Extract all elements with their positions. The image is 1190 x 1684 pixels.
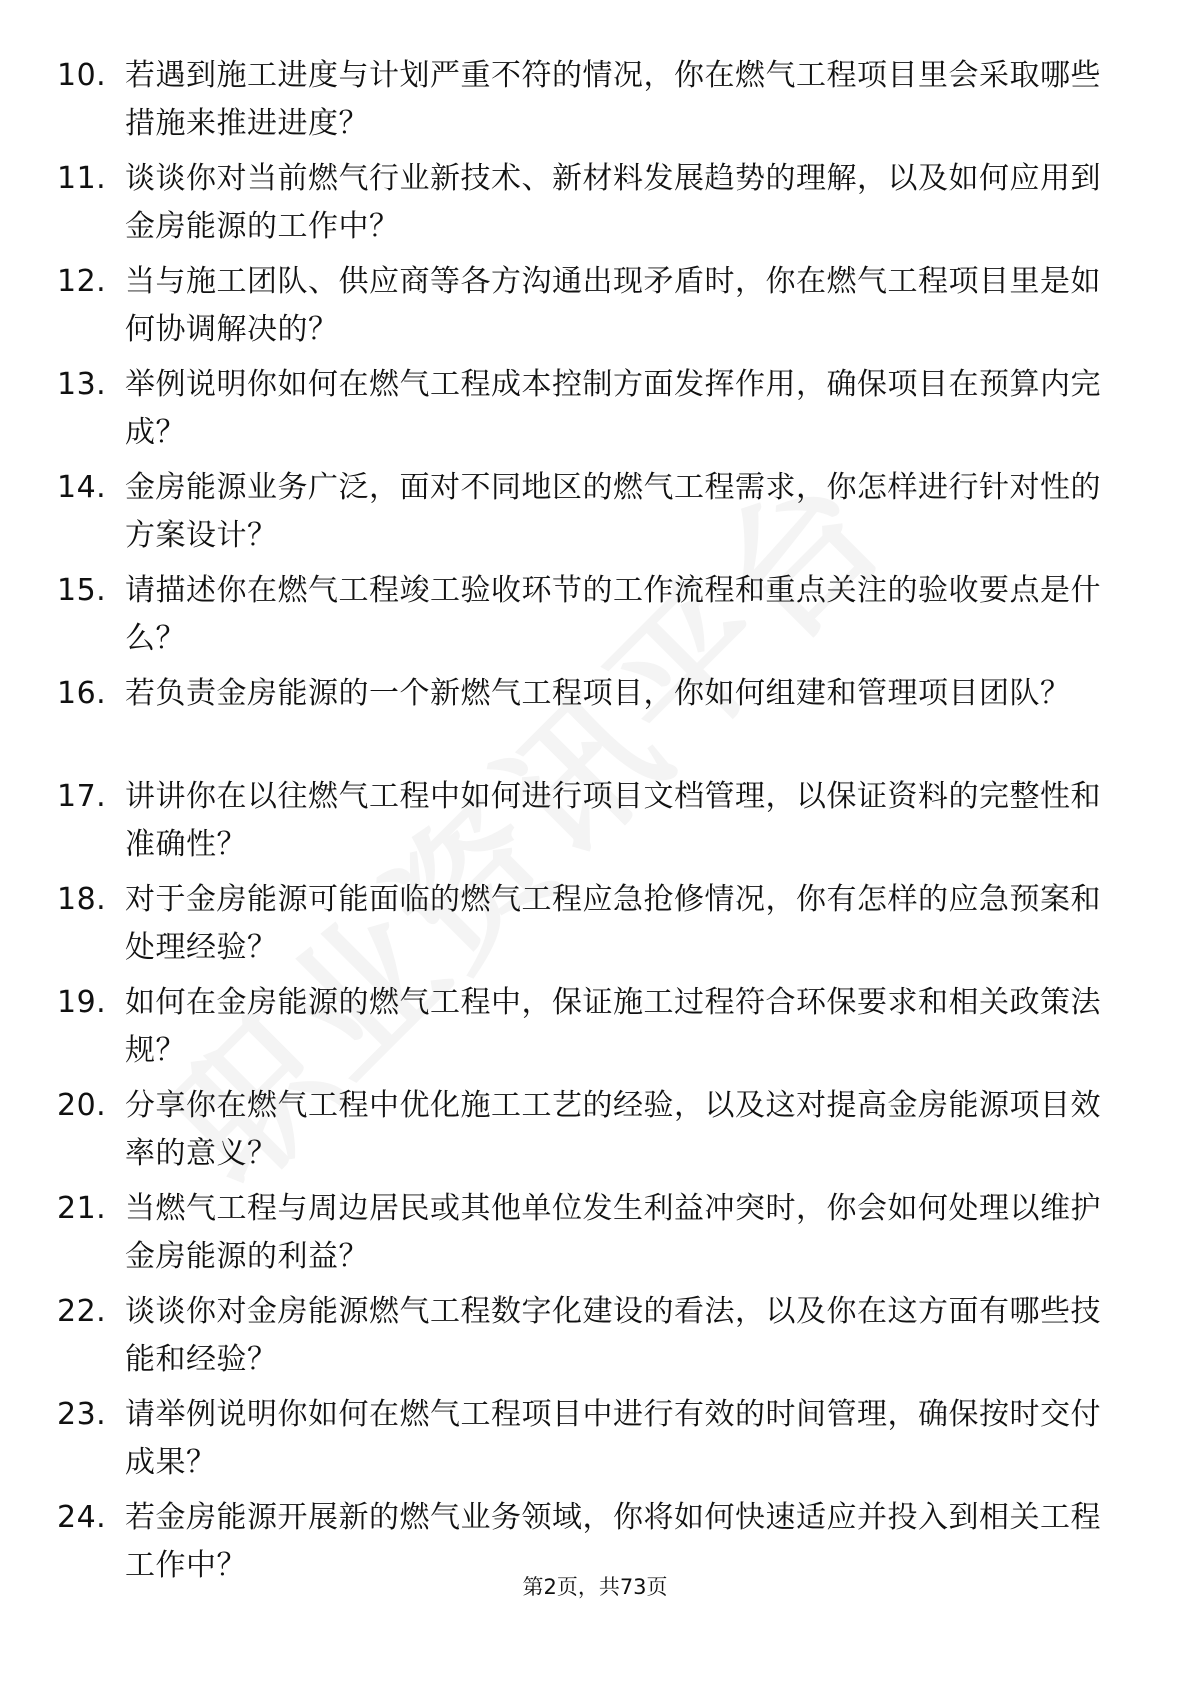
question-text: 对于金房能源可能面临的燃气工程应急抢修情况，你有怎样的应急预案和处理经验？ [125, 882, 1101, 965]
question-item [57, 1391, 1117, 1494]
question-number: 11. [57, 161, 107, 196]
question-text: 金房能源业务广泛，面对不同地区的燃气工程需求，你怎样进行针对性的方案设计？ [125, 470, 1101, 553]
question-number: 21. [57, 1191, 107, 1226]
question-text: 当与施工团队、供应商等各方沟通出现矛盾时，你在燃气工程项目里是如何协调解决的？ [125, 264, 1101, 347]
question-item [57, 258, 1117, 361]
question-number: 18. [57, 882, 107, 917]
question-list [57, 52, 1117, 1597]
question-number: 10. [57, 58, 107, 93]
question-item [57, 1185, 1117, 1288]
question-number: 23. [57, 1397, 107, 1432]
question-item [57, 1082, 1117, 1185]
question-item [57, 876, 1117, 979]
question-text: 若负责金房能源的一个新燃气工程项目，你如何组建和管理项目团队？ [125, 676, 1071, 711]
question-number: 16. [57, 676, 107, 711]
question-text: 请举例说明你如何在燃气工程项目中进行有效的时间管理，确保按时交付成果？ [125, 1397, 1101, 1480]
question-number: 22. [57, 1294, 107, 1329]
question-number: 13. [57, 367, 107, 402]
page-footer [0, 1572, 1190, 1602]
question-number: 15. [57, 573, 107, 608]
question-number: 20. [57, 1088, 107, 1123]
question-item [57, 52, 1117, 155]
page-number-label: 第2页，共73页 [522, 1575, 668, 1599]
question-number: 19. [57, 985, 107, 1020]
question-text: 如何在金房能源的燃气工程中，保证施工过程符合环保要求和相关政策法规？ [125, 985, 1101, 1068]
question-text: 谈谈你对金房能源燃气工程数字化建设的看法，以及你在这方面有哪些技能和经验？ [125, 1294, 1101, 1377]
question-item [57, 567, 1117, 670]
question-number: 24. [57, 1500, 107, 1535]
question-item [57, 361, 1117, 464]
question-number: 17. [57, 779, 107, 814]
question-item [57, 155, 1117, 258]
question-number: 12. [57, 264, 107, 299]
question-text: 若遇到施工进度与计划严重不符的情况，你在燃气工程项目里会采取哪些措施来推进进度？ [125, 58, 1101, 141]
question-text: 讲讲你在以往燃气工程中如何进行项目文档管理，以保证资料的完整性和准确性？ [125, 779, 1101, 862]
question-text: 谈谈你对当前燃气行业新技术、新材料发展趋势的理解，以及如何应用到金房能源的工作中？ [125, 161, 1101, 244]
question-item [57, 1288, 1117, 1391]
question-item [57, 773, 1117, 876]
question-text: 举例说明你如何在燃气工程成本控制方面发挥作用，确保项目在预算内完成？ [125, 367, 1101, 450]
question-text: 请描述你在燃气工程竣工验收环节的工作流程和重点关注的验收要点是什么？ [125, 573, 1101, 656]
question-item [57, 670, 1117, 773]
question-text: 当燃气工程与周边居民或其他单位发生利益冲突时，你会如何处理以维护金房能源的利益？ [125, 1191, 1101, 1274]
question-item [57, 979, 1117, 1082]
question-text: 分享你在燃气工程中优化施工工艺的经验，以及这对提高金房能源项目效率的意义？ [125, 1088, 1101, 1171]
question-number: 14. [57, 470, 107, 505]
question-item [57, 464, 1117, 567]
question-text: 若金房能源开展新的燃气业务领域，你将如何快速适应并投入到相关工程工作中？ [125, 1500, 1101, 1583]
